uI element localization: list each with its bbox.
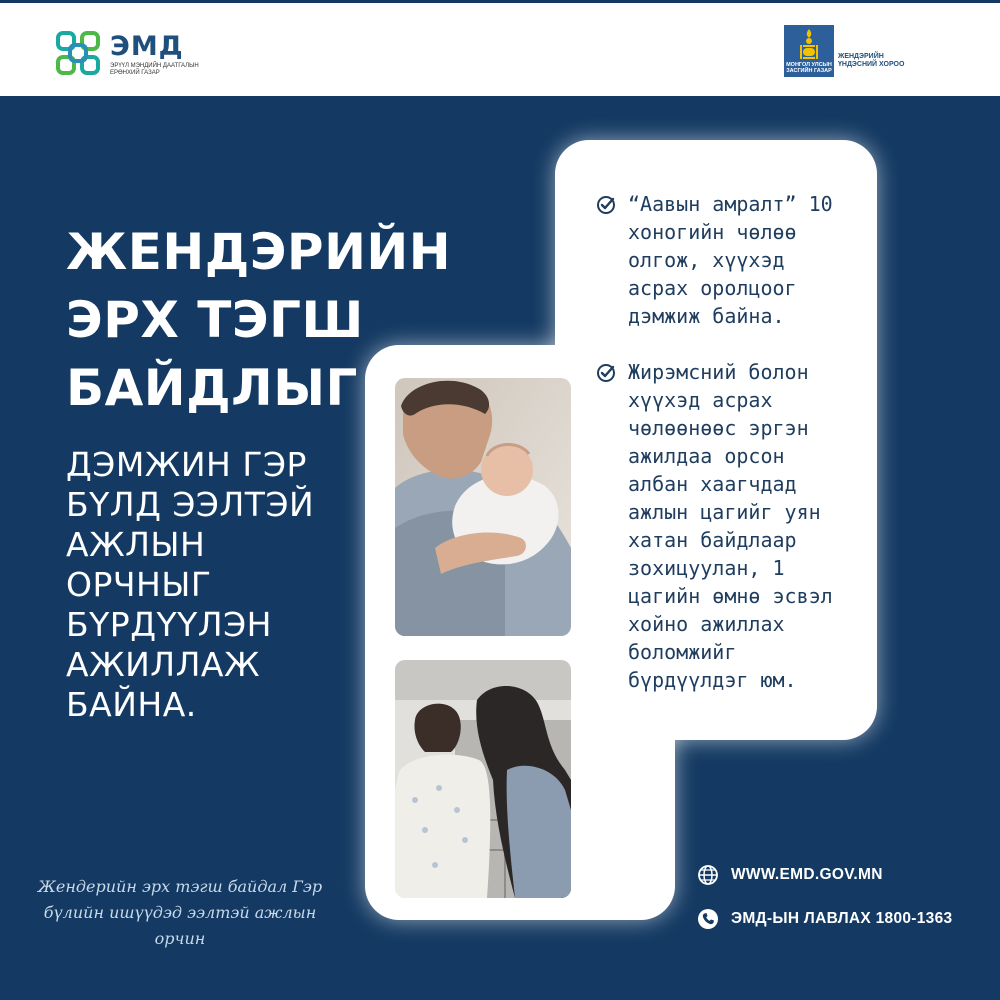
committee-name: ЖЕНДЭРИЙН ҮНДЭСНИЙ ХОРОО bbox=[838, 53, 905, 68]
website-link[interactable]: WWW.EMD.GOV.MN bbox=[731, 866, 883, 883]
bullet-list bbox=[596, 190, 856, 722]
hotline-contact bbox=[697, 906, 952, 932]
father-baby-illustration bbox=[395, 378, 571, 636]
org-abbreviation: ЭМД bbox=[110, 31, 184, 62]
subheadline: ДЭМЖИН ГЭР БҮЛД ЭЭЛТЭЙ АЖЛЫН ОРЧНЫГ БҮРДҮҮЛЭН АЖИЛЛАЖ БАЙНА. bbox=[66, 445, 315, 724]
headline: ЖЕНДЭРИЙН ЭРХ ТЭГШ БАЙДЛЫГ bbox=[66, 223, 452, 417]
hotline-number[interactable]: ЭМД-ЫН ЛАВЛАХ 1800-1363 bbox=[731, 910, 953, 927]
org-subtitle: ЭРҮҮЛ МЭНДИЙН ДААТГАЛЫН ЕРӨНХИЙ ГАЗАР bbox=[110, 63, 199, 76]
bullet-text-paternity-leave: “Аавын амралт” 10 хоногийн чөлөө олгож, хүүхэд асрах оролцоог дэмжиж байна. bbox=[628, 192, 833, 328]
check-circle-icon bbox=[596, 195, 616, 215]
emd-logo bbox=[52, 27, 202, 83]
mother-daughter-illustration bbox=[395, 660, 571, 898]
government-emblem-box bbox=[784, 25, 834, 77]
list-item bbox=[596, 190, 856, 330]
website-contact bbox=[697, 862, 883, 888]
father-holding-baby-photo bbox=[395, 378, 571, 636]
phone-icon bbox=[697, 908, 719, 930]
script-caption: Жендерийн эрх тэгш байдал Гэр бүлийн ишүүдэд ээлтэй ажлын орчин bbox=[37, 877, 323, 948]
emd-knot-logo-icon bbox=[52, 27, 104, 79]
globe-icon bbox=[697, 864, 719, 886]
mother-and-daughter-photo bbox=[395, 660, 571, 898]
check-circle-icon bbox=[596, 363, 616, 383]
list-item bbox=[596, 358, 856, 694]
government-logo bbox=[784, 25, 920, 81]
header-bar bbox=[0, 0, 1000, 96]
bullet-text-flexible-hours: Жирэмсний болон хүүхэд асрах чөлөөнөөс эргэн ажилдаа орсон албан хаагчдад ажлын цагийг уян хатан байдлаар зохицуулан, 1 цагийн өмнө эсвэл хойно ажиллах боломжийг бүрдүүлдэг юм. bbox=[628, 360, 833, 692]
government-name: МОНГОЛ УЛСЫН ЗАСГИЙН ГАЗАР bbox=[786, 62, 832, 74]
